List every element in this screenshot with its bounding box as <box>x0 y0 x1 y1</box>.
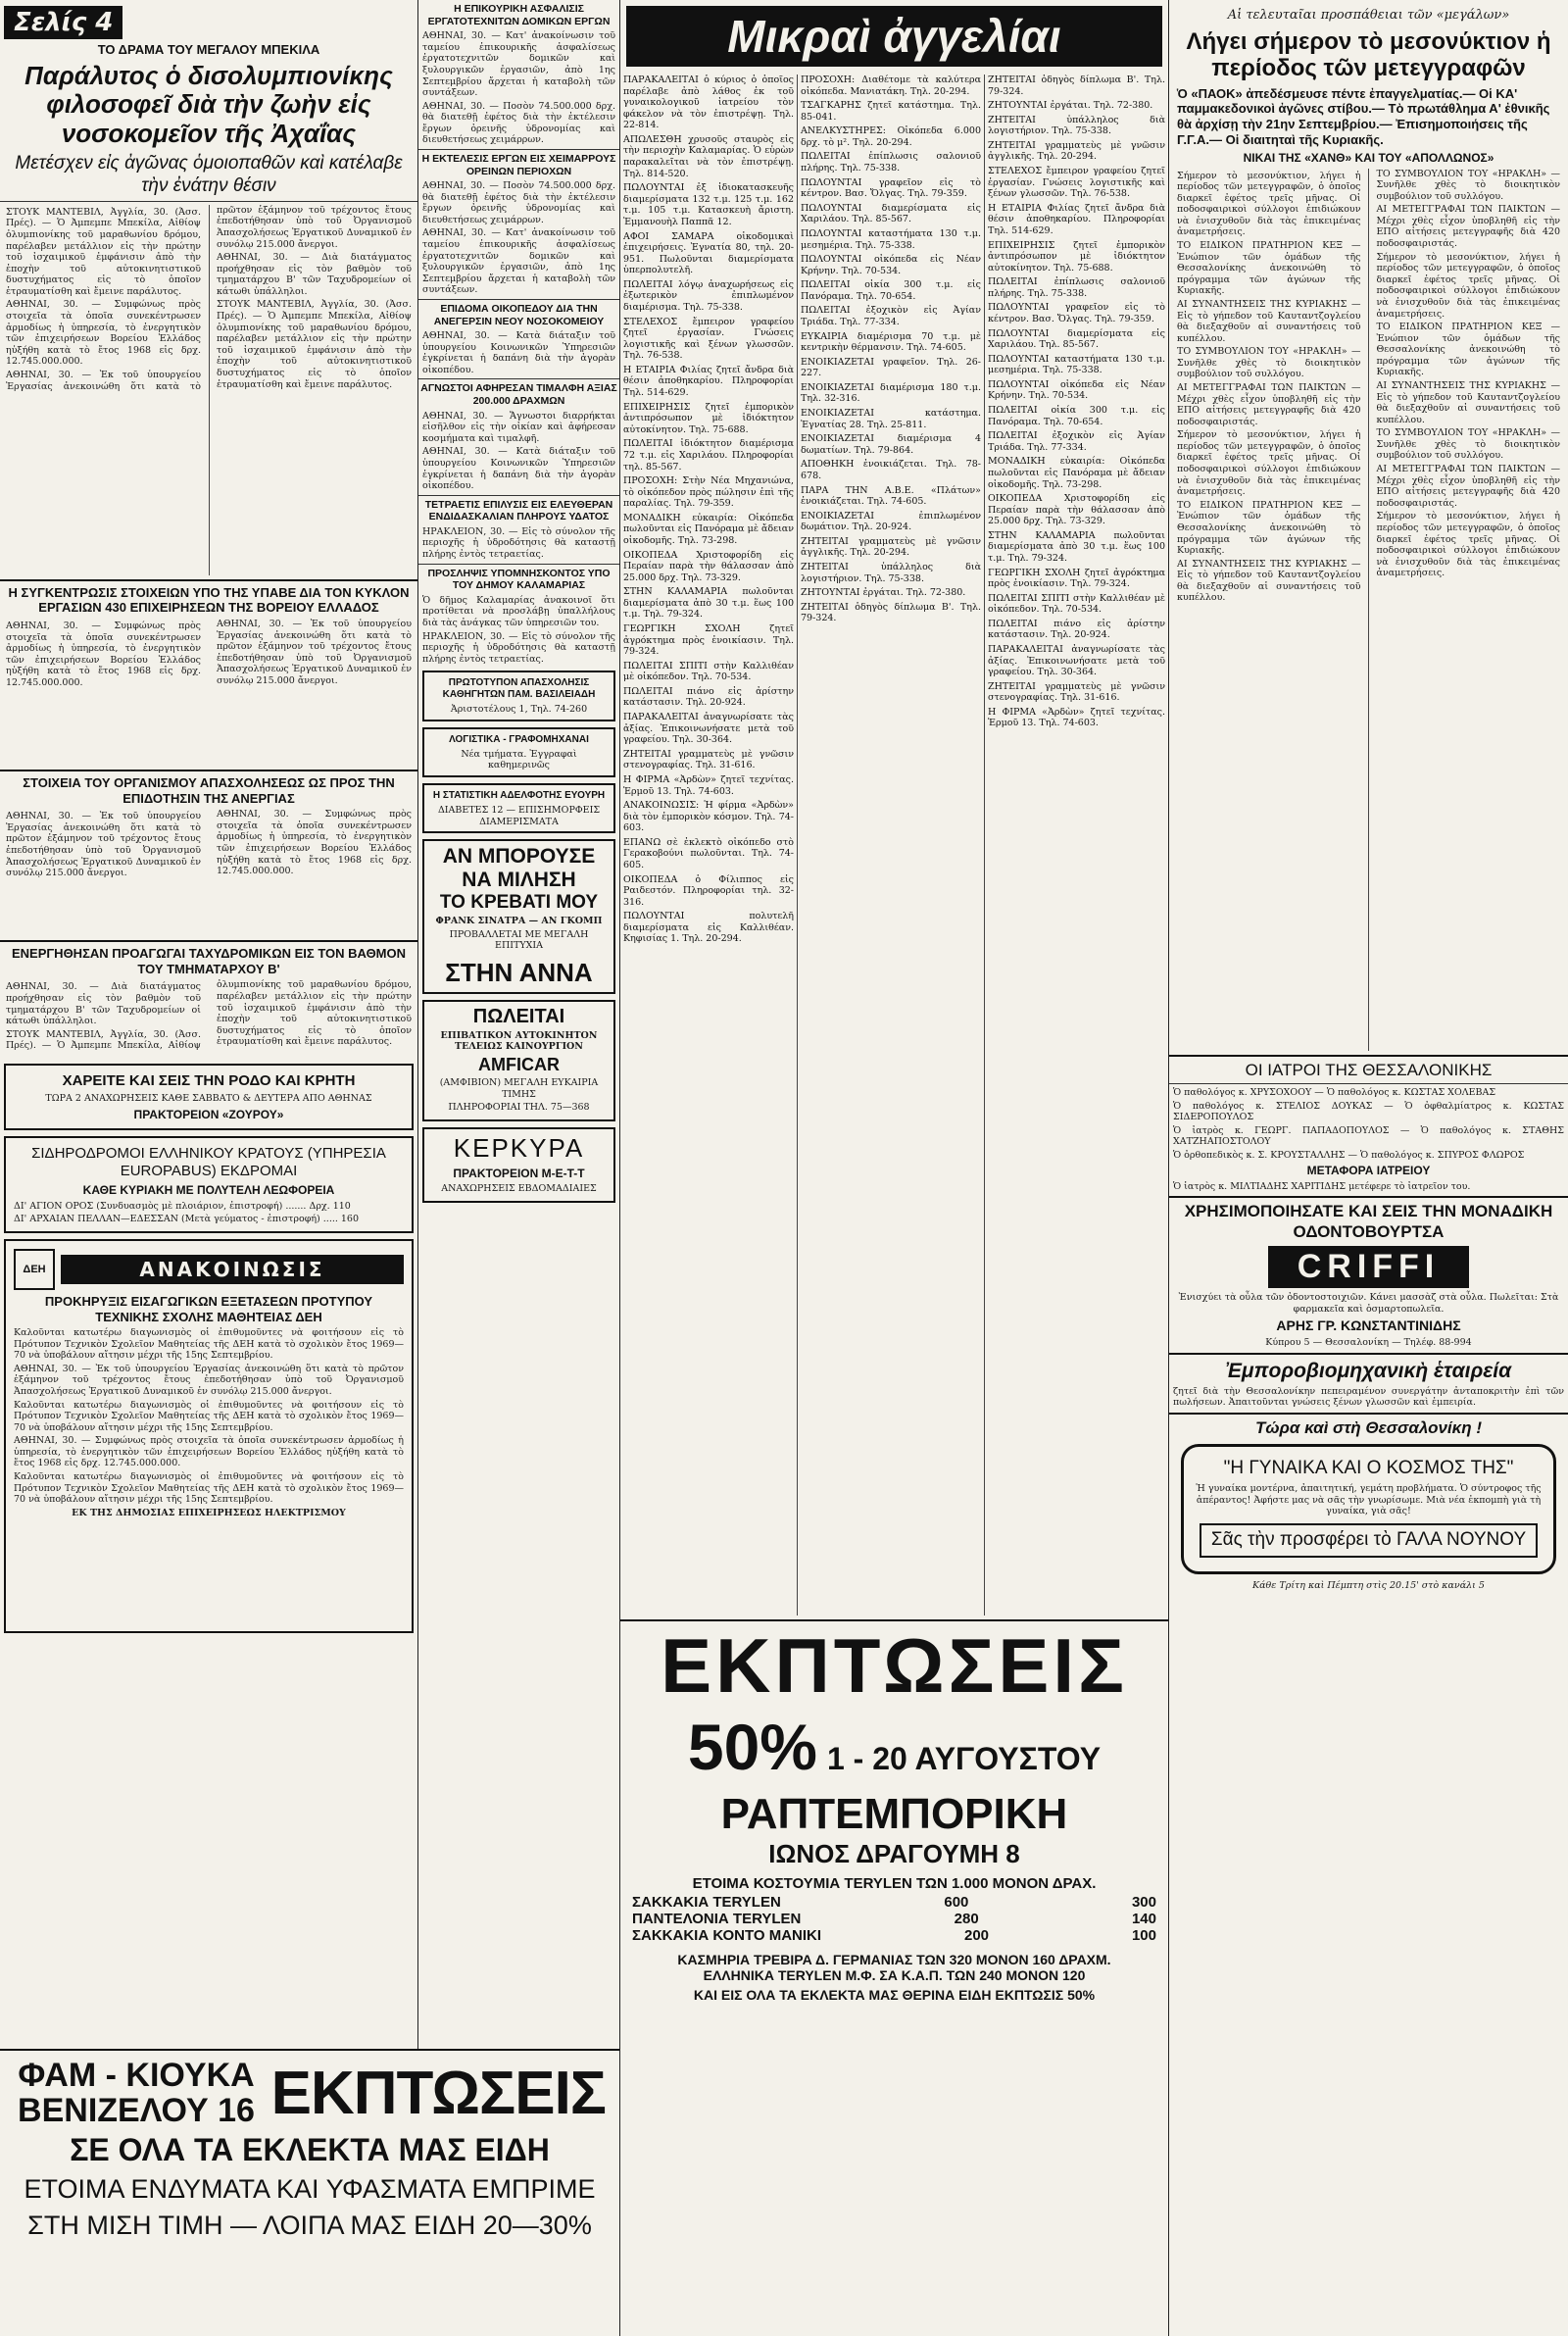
ad-car <box>422 1000 615 1121</box>
article-body-cont: ΑΘΗΝΑΙ, 30. — Συμφώνως πρὸς στοιχεῖα τὰ ὁποῖα συνεκέντρωσεν ἀρμοδίως ἡ ὑπηρεσία, τὸ ἐνεργητικὸν τῶν ἐπιχειρήσεων Βορείου Ἑλλάδος ηὐξήθη κατὰ τὸ ἔτος 1968 εἰς δρχ. 12.745.000.000. <box>6 299 201 368</box>
n3-body: ΑΘΗΝΑΙ, 30. — Κατὰ διάταξιν τοῦ ὑπουργείου Κοινωνικῶν Ὑπηρεσιῶν ἐγκρίνεται ἡ δαπάνη διὰ τὴν ἀγορὰν οἰκοπέδου. <box>422 330 615 375</box>
ad-travel <box>4 1064 414 1130</box>
fam-store-name: ΦΑΜ - ΚΙΟΥΚΑ ΒΕΝΙΖΕΛΟΥ 16 <box>18 2057 255 2129</box>
classified-ad: ΕΝΟΙΚΙΑΖΕΤΑΙ κατάστημα. Ἐγνατίας 28. Τηλ. 25-811. <box>801 408 981 430</box>
transport-title: ΜΕΤΑΦΟΡΑ ΙΑΤΡΕΙΟΥ <box>1306 1164 1431 1178</box>
movie-cast: ΦΡΑΝΚ ΣΙΝΑΤΡΑ — ΑΝ ΓΚΟΜΠ <box>435 916 603 927</box>
classified-ad: ΕΝΟΙΚΙΑΖΕΤΑΙ ἐπιπλωμένον δωμάτιον. Τηλ. 20-924. <box>801 510 981 533</box>
classified-ad: ΕΠΑΝΩ σὲ ἐκλεκτὸ οἰκόπεδο στὸ Γερακοβούνι πωλοῦνται. Τηλ. 74-605. <box>623 836 794 870</box>
subheadline: Μετέσχεν εἰς ἀγῶνας ὁμοιοπαθῶν καὶ κατέλαβε τὴν ἐνάτην θέσιν <box>15 153 403 197</box>
rapt-item-now: 140 <box>1131 1911 1156 1927</box>
ad-school-title: ΠΡΩΤΟΤΥΠΟΝ ΑΠΑΣΧΟΛΗΣΙΣ ΚΑΘΗΓΗΤΩΝ ΠΑΜ. ΒΑΣΙΛΕΙΑΔΗ <box>442 677 596 701</box>
classified-ad: ΠΑΡΑΚΑΛΕΙΤΑΙ ὁ κύριος ὁ ὁποῖος παρέλαβε ἀπὸ λάθος ἐκ τοῦ γυναικολογικοῦ ἰατρείου τὸν φάκελον νὰ τὸν ἐπιστρέψῃ. Τηλ. 22-814. <box>623 75 794 131</box>
classified-ad: ΟΙΚΟΠΕΔΑ Χριστοφορίδη εἰς Περαίαν παρὰ τὴν θάλασσαν ἀπὸ 25.000 δρχ. Τηλ. 73-329. <box>988 493 1165 527</box>
classified-ad: ΠΩΛΕΙΤΑΙ οἰκία 300 τ.μ. εἰς Πανόραμα. Τηλ. 70-654. <box>988 405 1165 427</box>
classified-ad: Η ΦΙΡΜΑ «Ἀρδὼν» ζητεῖ τεχνίτας. Ἑρμοῦ 13. Τηλ. 74-603. <box>623 773 794 797</box>
n4-body-2: ΑΘΗΝΑΙ, 30. — Κατὰ διάταξιν τοῦ ὑπουργείου Κοινωνικῶν Ὑπηρεσιῶν ἐγκρίνεται ἡ δαπάνη διὰ τὴν ἀγορὰν οἰκοπέδου. <box>422 446 615 492</box>
classified-ad: ΖΗΤΕΙΤΑΙ γραμματεὺς μὲ γνῶσιν ἀγγλικῆς. Τηλ. 20-294. <box>988 139 1165 163</box>
magazine-pre: Τώρα καὶ στὴ Θεσσαλονίκη ! <box>1254 1418 1483 1438</box>
classified-ad: ΑΠΩΛΕΣΘΗ χρυσοῦς σταυρὸς εἰς τὴν περιοχὴν Καλαμαρίας. Ὁ εὑρὼν παρακαλεῖται νὰ τὸν ἐπιστρέψῃ. Τηλ. 814-520. <box>623 133 794 179</box>
sports-body: ΑΙ ΜΕΤΕΓΓΡΑΦΑΙ ΤΩΝ ΠΑΙΚΤΩΝ — Μέχρι χθὲς εἶχον ὑποβληθῆ εἰς τὴν ΕΠΟ αἰτήσεις μετεγγραφῆς διὰ 420 ποδοσφαιριστάς. <box>1177 381 1361 427</box>
ad-railways-title: ΣΙΔΗΡΟΔΡΟΜΟΙ ΕΛΛΗΝΙΚΟΥ ΚΡΑΤΟΥΣ (ΥΠΗΡΕΣΙΑ EUROPABUS) ΕΚΔΡΟΜΑΙ <box>31 1145 386 1180</box>
article-body: ΣΤΟΥΚ ΜΑΝΤΕΒΙΛ, Ἀγγλία, 30. (Ἀσσ. Πρές). — Ὁ Ἀμπεμπε Μπεκίλα, Αἰθίοψ ὀλυμπιονίκης τοῦ μαραθωνίου δρόμου, παρέλαβεν μετάλλιον εἰς τὴν πρώτην τοῦ ἰσχαιμικοῦ ἐμφάνισιν ἀπὸ τὴν ἐποχὴν τοῦ αὐτοκινητιστικοῦ δυστυχήματος εἰς τὸ ὁποῖον ἐτραυματίσθη καὶ ἔμεινε παράλυτος. <box>6 206 201 297</box>
classified-ad: ΣΤΕΛΕΧΟΣ ἔμπειρον γραφείου ζητεῖ ἐργασίαν. Γνώσεις λογιστικῆς καὶ ξένων γλωσσῶν. Τηλ. 76-538. <box>988 166 1165 200</box>
rapt-item-was: 200 <box>963 1927 990 1944</box>
classified-ad: ΠΑΡΑΚΑΛΕΙΤΑΙ ἀναγνωρίσατε τὰς ἀξίας. Ἐπικοινωνήσατε μετὰ τοῦ γραφείου. Τηλ. 30-364. <box>988 644 1165 678</box>
kerkyra-title: ΚΕΡΚΥΡΑ <box>453 1132 585 1163</box>
classified-ad: Η ΕΤΑΙΡΙΑ Φιλίας ζητεῖ ἄνδρα διὰ θέσιν ἀποθηκαρίου. Πληροφορίαι Τηλ. 514-629. <box>623 364 794 399</box>
classified-ad: ΠΑΡΑ ΤΗΝ Α.Β.Ε. «Πλάτων» ἐνοικιάζεται. Τηλ. 74-605. <box>801 484 981 508</box>
ad-admin-text: ΔΙΑΒΕΤΕΣ 12 — ΕΠΙΣΗΜΟΡΦΕΙΣ ΔΙΑΜΕΡΙΣΜΑΤΑ <box>437 804 601 827</box>
classified-ad: ΖΗΤΕΙΤΑΙ ὁδηγὸς δίπλωμα Β'. Τηλ. 79-324. <box>988 75 1165 97</box>
sports-body: ΑΙ ΜΕΤΕΓΓΡΑΦΑΙ ΤΩΝ ΠΑΙΚΤΩΝ — Μέχρι χθὲς εἶχον ὑποβληθῆ εἰς τὴν ΕΠΟ αἰτήσεις μετεγγραφῆς διὰ 420 ποδοσφαιριστάς. <box>1376 464 1560 509</box>
classified-ad: ΕΥΚΑΙΡΙΑ διαμέρισμα 70 τ.μ. μὲ κεντρικὴν θέρμανσιν. Τηλ. 74-605. <box>801 330 981 354</box>
n1-body-2: ΑΘΗΝΑΙ, 30. — Ποσὸν 74.500.000 δρχ. θὰ διατεθῇ ἐφέτος διὰ τὴν ἐκτέλεσιν ἔργων ὀρεινῆς ὑδρονομίας καὶ διευθετήσεως χειμάρρων. <box>422 100 615 146</box>
classifieds-mid <box>798 75 985 1615</box>
dei-footer: ΕΚ ΤΗΣ ΔΗΜΟΣΙΑΣ ΕΠΙΧΕΙΡΗΣΕΩΣ ΗΛΕΚΤΡΙΣΜΟΥ <box>72 1507 346 1518</box>
ad-railways-line2: ΔΙ' ΑΡΧΑΙΑΝ ΠΕΛΛΑΝ—ΕΔΕΣΣΑΝ (Μετὰ γεύματος - ἐπιστροφή) ..... 160 <box>14 1214 360 1225</box>
sports-body: ΑΙ ΣΥΝΑΝΤΗΣΕΙΣ ΤΗΣ ΚΥΡΙΑΚΗΣ — Εἰς τὸ γήπεδον τοῦ Καυταντζογλείου θὰ διεξαχθοῦν αἱ συναντήσεις τοῦ κυπέλλου. <box>1376 379 1560 425</box>
magazine-sponsor: Σᾶς τὴν προσφέρει τὸ ΓΑΛΑ ΝΟΥΝΟΥ <box>1200 1523 1538 1558</box>
classified-ad: ΖΗΤΕΙΤΑΙ ὑπάλληλος διὰ λογιστήριον. Τηλ. 75-338. <box>801 561 981 584</box>
classified-ad: ΠΩΛΕΙΤΑΙ ἰδιόκτητον διαμέρισμα 72 τ.μ. εἰς Χαριλάου. Πληροφορίαι τηλ. 85-567. <box>623 438 794 472</box>
transport-text: Ὁ ἰατρὸς κ. ΜΙΛΤΙΑΔΗΣ ΧΑΡΙΤΙΔΗΣ μετέφερε τὸ ἰατρεῖον του. <box>1173 1180 1471 1192</box>
classified-ad: ΣΤΕΛΕΧΟΣ ἔμπειρον γραφείου ζητεῖ ἐργασίαν. Γνώσεις λογιστικῆς καὶ ξένων γλωσσῶν. Τηλ. 76-538. <box>623 316 794 362</box>
fam-sale-big: ΕΚΠΤΩΣΕΙΣ <box>270 2060 606 2128</box>
classified-ad: ΠΩΛΟΥΝΤΑΙ καταστήματα 130 τ.μ. μεσημέρια. Τηλ. 75-338. <box>801 227 981 251</box>
ad-railways-sub: ΚΑΘΕ ΚΥΡΙΑΚΗ ΜΕ ΠΟΛΥΤΕΛΗ ΛΕΩΦΟΡΕΙΑ <box>82 1183 335 1198</box>
corp-title: Ἐμποροβιομηχανικὴ ἑταιρεία <box>1225 1359 1512 1382</box>
ad-admin <box>422 783 615 833</box>
movie-cinema: ΣΤΗΝ ΑΝΝΑ <box>445 957 593 987</box>
classified-ad: ΠΩΛΕΙΤΑΙ λόγῳ ἀναχωρήσεως εἰς ἐξωτερικὸν ἐπιπλωμένον διαμέρισμα. Τηλ. 75-338. <box>623 278 794 313</box>
rapt-item-was: 600 <box>944 1894 969 1911</box>
section-tag: Σελίς 4 <box>4 6 122 39</box>
classified-ad: ΠΡΟΣΟΧΗ: Στὴν Νέα Μηχανιώνα, τὸ οἰκόπεδον πρὸς πώλησιν ἐπὶ τῆς παραλίας. Τηλ. 79-359. <box>623 475 794 510</box>
fam-line1: ΣΕ ΟΛΑ ΤΑ ΕΚΛΕΚΤΑ ΜΑΣ ΕΙΔΗ <box>70 2132 550 2168</box>
rapt-head: ΕΤΟΙΜΑ ΚΟΣΤΟΥΜΙΑ TERYLEN ΤΩΝ 1.000 ΜΟΝΟΝ ΔΡΑΧ. <box>692 1875 1097 1892</box>
article-body-cont4: ΣΤΟΥΚ ΜΑΝΤΕΒΙΛ, Ἀγγλία, 30. (Ἀσσ. Πρές). — Ὁ Ἀμπεμπε Μπεκίλα, Αἰθίοψ ὀλυμπιονίκης τοῦ μαραθωνίου δρόμου, παρέλαβεν μετάλλιον εἰς τὴν πρώτην τοῦ ἰσχαιμικοῦ ἐμφάνισιν ἀπὸ τὴν ἐποχὴν τοῦ αὐτοκινητιστικοῦ δυστυχήματος εἰς τὸ ὁποῖον ἐτραυματίσθη καὶ ἔμεινε παράλυτος. <box>217 299 412 390</box>
n6-body-2: ΗΡΑΚΛΕΙΟΝ, 30. — Εἰς τὸ σύνολον τῆς περιοχῆς ἡ ὑδροδότησις θὰ καταστῇ πλήρης ἐντὸς τετραετίας. <box>422 630 615 665</box>
classified-ad: ΤΣΑΓΚΑΡΗΣ ζητεῖ κατάστημα. Τηλ. 85-041. <box>801 100 981 123</box>
classified-ad: ΠΩΛΟΥΝΤΑΙ γραφεῖον εἰς τὸ κέντρον. Βασ. Ὄλγας. Τηλ. 79-359. <box>801 176 981 200</box>
car-title: ΠΩΛΕΙΤΑΙ <box>472 1005 565 1027</box>
classified-ad: ΖΗΤΟΥΝΤΑΙ ἐργάται. Τηλ. 72-380. <box>988 100 1153 112</box>
classifieds-masthead: Μικραὶ ἀγγελίαι <box>626 6 1162 67</box>
sports-body: Σήμερον τὸ μεσονύκτιον, λήγει ἡ περίοδος τῶν μετεγγραφῶν, ὁ ὁποῖος διαρκεῖ ἐφέτος τρεῖς μῆνας. Οἱ ποδοσφαιρικοὶ σύλλογοι ἐπιδιώκουν νὰ ἐνισχυθοῦν διὰ τὰς ἐπικειμένας ἀναμετρήσεις. <box>1376 251 1560 320</box>
magazine-time: Κάθε Τρίτη καὶ Πέμπτη στὶς 20.15' στὸ κανάλι 5 <box>1252 1579 1485 1591</box>
classified-ad: ΠΩΛΟΥΝΤΑΙ διαμερίσματα εἰς Χαριλάου. Τηλ. 85-567. <box>988 327 1165 351</box>
classified-ad: ΕΠΙΧΕΙΡΗΣΙΣ ζητεῖ ἐμπορικὸν ἀντιπρόσωπον μὲ ἰδιόκτητον αὐτοκίνητον. Τηλ. 75-688. <box>988 239 1165 273</box>
headline-3: ΣΤΟΙΧΕΙΑ ΤΟΥ ΟΡΓΑΝΙΣΜΟΥ ΑΠΑΣΧΟΛΗΣΕΩΣ ΩΣ ΠΡΟΣ ΤΗΝ ΕΠΙΔΟΤΗΣΙΝ ΤΗΣ ΑΝΕΡΓΙΑΣ <box>23 775 395 806</box>
ad-kerkyra <box>422 1127 615 1203</box>
classified-ad: ΠΩΛΟΥΝΤΑΙ οἰκόπεδα εἰς Νέαν Κρήνην. Τηλ. 70-534. <box>801 254 981 276</box>
ad-travel-text: ΤΩΡΑ 2 ΑΝΑΧΩΡΗΣΕΙΣ ΚΑΘΕ ΣΑΒΒΑΤΟ & ΔΕΥΤΕΡΑ ΑΠΟ ΑΘΗΝΑΣ <box>45 1093 372 1105</box>
article-3-body-cont: ΑΘΗΝΑΙ, 30. — Συμφώνως πρὸς στοιχεῖα τὰ ὁποῖα συνεκέντρωσεν ἀρμοδίως ἡ ὑπηρεσία, τὸ ἐνεργητικὸν τῶν ἐπιχειρήσεων Βορείου Ἑλλάδος ηὐξήθη κατὰ τὸ ἔτος 1968 εἰς δρχ. 12.745.000.000. <box>217 809 412 877</box>
classified-ad: ΑΦΟΙ ΣΑΜΑΡΑ οἰκοδομικαὶ ἐπιχειρήσεις. Ἐγνατία 80, τηλ. 20-951. Πωλοῦνται διαμερίσματα ὑπερπολυτελῆ. <box>623 230 794 276</box>
criffi-text: Ἐνισχύει τὰ οὖλα τῶν ὀδοντοστοιχιῶν. Κάνει μασσὰζ στὰ οὖλα. Πωλεῖται: Στὰ φαρμακεῖα καὶ ὀσμαρτοπωλεῖα. <box>1178 1292 1559 1315</box>
article-body-cont3: ΑΘΗΝΑΙ, 30. — Διὰ διατάγματος προήχθησαν εἰς τὸν βαθμὸν τοῦ τμηματάρχου Β' τῶν Ταχυδρομείων οἱ κάτωθι ὑπάλληλοι. <box>217 252 412 297</box>
dei-body-5: Καλοῦνται κατωτέρω διαγωνισμὸς οἱ ἐπιθυμοῦντες νὰ φοιτήσουν εἰς τὸ Πρότυπον Τεχνικὸν Σχολεῖον Μαθητείας τῆς ΔΕΗ κατὰ τὸ σχολικὸν ἔτος 1969—70 νὰ ὑποβάλουν αἴτησιν μέχρι τῆς 15ης Σεπτεμβρίου. <box>14 1471 404 1506</box>
rapt-store: ΡΑΠΤΕΜΠΟΡΙΚΗ <box>720 1790 1068 1838</box>
classified-ad: ΖΗΤΕΙΤΑΙ ὁδηγὸς δίπλωμα Β'. Τηλ. 79-324. <box>801 601 981 624</box>
fam-line2: ΕΤΟΙΜΑ ΕΝΔΥΜΑΤΑ ΚΑΙ ΥΦΑΣΜΑΤΑ ΕΜΠΡΙΜΕ <box>24 2174 596 2205</box>
classified-ad: ΑΠΟΘΗΚΗ ἐνοικιάζεται. Τηλ. 78-678. <box>801 459 981 481</box>
classified-ad: ΠΩΛΕΙΤΑΙ οἰκία 300 τ.μ. εἰς Πανόραμα. Τηλ. 70-654. <box>801 279 981 302</box>
doctor-entry: Ὁ ὀρθοπεδικὸς κ. Σ. ΚΡΟΥΣΤΑΛΛΗΣ — Ὁ παθολόγος κ. ΣΠΥΡΟΣ ΦΛΩΡΟΣ <box>1173 1149 1525 1161</box>
n4-title: ΑΓΝΩΣΤΟΙ ΑΦΗΡΕΣΑΝ ΤΙΜΑΛΦΗ ΑΞΙΑΣ 200.000 ΔΡΑΧΜΩΝ <box>420 382 617 408</box>
classified-ad: ΠΑΡΑΚΑΛΕΙΤΑΙ ἀναγνωρίσατε τὰς ἀξίας. Ἐπικοινωνήσατε μετὰ τοῦ γραφείου. Τηλ. 30-364. <box>623 712 794 746</box>
criffi-addr: Κύπρου 5 — Θεσσαλονίκη — Τηλέφ. 88-994 <box>1265 1337 1472 1349</box>
column-news-short <box>418 0 619 2047</box>
classified-ad: ΠΩΛΕΙΤΑΙ πιάνο εἰς ἀρίστην κατάστασιν. Τηλ. 20-924. <box>988 618 1165 641</box>
classified-ad: ΣΤΗΝ ΚΑΛΑΜΑΡΙΑ πωλοῦνται διαμερίσματα ἀπὸ 30 τ.μ. ἕως 100 τ.μ. Τηλ. 79-324. <box>623 586 794 621</box>
rapt-item-name: ΣΑΚΚΑΚΙΑ ΚΟΝΤΟ ΜΑΝΙΚΙ <box>632 1927 822 1944</box>
classified-ad: ΠΩΛΟΥΝΤΑΙ πολυτελῆ διαμερίσματα εἰς Καλλιθέαν. Κηφισίας 1. Τηλ. 20-294. <box>623 911 794 945</box>
rapt-footer3: ΚΑΙ ΕΙΣ ΟΛΑ ΤΑ ΕΚΛΕΚΤΑ ΜΑΣ ΘΕΡΙΝΑ ΕΙΔΗ ΕΚΠΤΩΣΙΣ 50% <box>693 1987 1096 2003</box>
fam-line3: ΣΤΗ ΜΙΣΗ ΤΙΜΗ — ΛΟΙΠΑ ΜΑΣ ΕΙΔΗ 20—30% <box>27 2211 592 2241</box>
ad-movie <box>422 839 615 994</box>
classified-ad: ΓΕΩΡΓΙΚΗ ΣΧΟΛΗ ζητεῖ ἀγρόκτημα πρὸς ἐνοικίασιν. Τηλ. 79-324. <box>988 567 1165 590</box>
sports-overline: Αἱ τελευταῖαι προσπάθειαι τῶν «μεγάλων» <box>1227 8 1510 23</box>
dei-body-4: ΑΘΗΝΑΙ, 30. — Συμφώνως πρὸς στοιχεῖα τὰ ὁποῖα συνεκέντρωσεν ἀρμοδίως ἡ ὑπηρεσία, τὸ ἐνεργητικὸν τῶν ἐπιχειρήσεων Βορείου Ἑλλάδος ηὐξήθη κατὰ τὸ ἔτος 1968 εἰς δρχ. 12.745.000.000. <box>14 1435 404 1469</box>
dei-body-2: ΑΘΗΝΑΙ, 30. — Ἐκ τοῦ ὑπουργείου Ἐργασίας ἀνεκοινώθη ὅτι κατὰ τὸ πρῶτον ἑξάμηνον τοῦ τρέχοντος ἔτους ἐπεδοτήθησαν ὑπὸ τοῦ Ὀργανισμοῦ Ἀπασχολήσεως Ἐργατικοῦ Δυναμικοῦ ἐν συνόλῳ 215.000 ἄνεργοι. <box>14 1363 404 1398</box>
article-3-body: ΑΘΗΝΑΙ, 30. — Ἐκ τοῦ ὑπουργείου Ἐργασίας ἀνεκοινώθη ὅτι κατὰ τὸ πρῶτον ἑξάμηνον τοῦ τρέχοντος ἔτους ἐπεδοτήθησαν ὑπὸ τοῦ Ὀργανισμοῦ Ἀπασχολήσεως Ἐργατικοῦ Δυναμικοῦ ἐν συνόλῳ 215.000 ἄνεργοι. <box>6 811 201 879</box>
rapt-footer1: ΚΑΣΜΗΡΙΑ ΤΡΕΒΙΡΑ Δ. ΓΕΡΜΑΝΙΑΣ ΤΩΝ 320 ΜΟΝΟΝ 160 ΔΡΑΧΜ. <box>677 1952 1111 1967</box>
sports-kicker: ΝΙΚΑΙ ΤΗΣ «ΧΑΝΘ» ΚΑΙ ΤΟΥ «ΑΠΟΛΛΩΝΟΣ» <box>1243 151 1494 166</box>
sports-body: Σήμερον τὸ μεσονύκτιον, λήγει ἡ περίοδος τῶν μετεγγραφῶν, ὁ ὁποῖος διαρκεῖ ἐφέτος τρεῖς μῆνας. Οἱ ποδοσφαιρικοὶ σύλλογοι ἐπιδιώκουν νὰ ἐνισχυθοῦν διὰ τὰς ἐπικειμένας ἀναμετρήσεις. <box>1177 170 1361 238</box>
ad-railways-line1: ΔΙ' ΑΓΙΟΝ ΟΡΟΣ (Συνδυασμὸς μὲ πλοιάριον, ἐπιστροφή) ....... Δρχ. 110 <box>14 1200 351 1212</box>
classified-ad: ΟΙΚΟΠΕΔΑ Χριστοφορίδη εἰς Περαίαν παρὰ τὴν θάλασσαν ἀπὸ 25.000 δρχ. Τηλ. 73-329. <box>623 549 794 583</box>
classified-ad: ΖΗΤΕΙΤΑΙ γραμματεὺς μὲ γνῶσιν ἀγγλικῆς. Τηλ. 20-294. <box>801 535 981 559</box>
sports-body: ΤΟ ΕΙΔΙΚΟΝ ΠΡΑΤΗΡΙΟΝ ΚΕΞ — Ἐνώπιον τῶν ὁμάδων τῆς Θεσσαλονίκης ἀνεκοινώθη τὸ πρόγραμμα τῶν ἀγώνων τῆς Κυριακῆς. <box>1376 322 1560 378</box>
dei-logo-icon: ΔΕΗ <box>14 1249 55 1290</box>
n1-title: Η ΕΠΙΚΟΥΡΙΚΗ ΑΣΦΑΛΙΣΙΣ ΕΡΓΑΤΟΤΕΧΝΙΤΩΝ ΔΟΜΙΚΩΝ ΕΡΓΩΝ <box>427 3 611 27</box>
classified-ad: ΕΝΟΙΚΙΑΖΕΤΑΙ διαμέρισμα 4 δωματίων. Τηλ. 79-864. <box>801 433 981 456</box>
classified-ad: ΠΩΛΟΥΝΤΑΙ διαμερίσματα εἰς Χαριλάου. Τηλ. 85-567. <box>801 202 981 225</box>
ad-railways <box>4 1136 414 1233</box>
car-brand: AMFICAR <box>478 1055 560 1075</box>
rapt-item-now: 300 <box>1131 1894 1156 1911</box>
sports-lead: Ὁ «ΠΑΟΚ» ἀπεδέσμευσε πέντε ἐπαγγελματίας.— Οἱ ΚΑ' παμμακεδονικοὶ ἀγῶνες στίβου.— Τὸ πρωτάθλημα Α' ἐθνικῆς θὰ ἀρχίσῃ τὴν 21ην Σεπτεμβρίου.— Ἐπισημοποιήσεις τῆς Γ.Γ.Α.— Οἱ διαιτηταὶ τῆς Κυριακῆς. <box>1177 85 1550 147</box>
classified-ad: ΜΟΝΑΔΙΚΗ εὐκαιρία: Οἰκόπεδα πωλοῦνται εἰς Πανόραμα μὲ ἄδειαν οἰκοδομῆς. Τηλ. 73-298. <box>988 456 1165 490</box>
dei-subtitle: ΠΡΟΚΗΡΥΞΙΣ ΕΙΣΑΓΩΓΙΚΩΝ ΕΞΕΤΑΣΕΩΝ ΠΡΟΤΥΠΟΥ ΤΕΧΝΙΚΗΣ ΣΧΟΛΗΣ ΜΑΘΗΤΕΙΑΣ ΔΕΗ <box>44 1293 373 1324</box>
classified-ad: ΖΗΤΕΙΤΑΙ γραμματεὺς μὲ γνῶσιν στενογραφίας. Τηλ. 31-616. <box>988 680 1165 704</box>
ad-accounting <box>422 727 615 777</box>
kicker: ΤΟ ΔΡΑΜΑ ΤΟΥ ΜΕΓΑΛΟΥ ΜΠΕΚΙΛΑ <box>97 42 320 57</box>
rapt-sale-big: ΕΚΠΤΩΣΕΙΣ <box>661 1622 1128 1709</box>
rapt-footer2: ΕΛΛΗΝΙΚΑ TERYLEN Μ.Φ. ΣΑ Κ.Α.Π. ΤΩΝ 240 ΜΟΝΟΝ 120 <box>703 1967 1086 1983</box>
classified-ad: ΠΡΟΣΟΧΗ: Διαθέτομε τὰ καλύτερα οἰκόπεδα. Μανιατάκη. Τηλ. 20-294. <box>801 75 981 97</box>
sports-body: ΑΙ ΜΕΤΕΓΓΡΑΦΑΙ ΤΩΝ ΠΑΙΚΤΩΝ — Μέχρι χθὲς εἶχον ὑποβληθῆ εἰς τὴν ΕΠΟ αἰτήσεις μετεγγραφῆς διὰ 420 ποδοσφαιριστάς. <box>1376 204 1560 250</box>
doctor-entry: Ὁ παθολόγος κ. ΣΤΕΛΙΟΣ ΔΟΥΚΑΣ — Ὁ ὀφθαλμίατρος κ. ΚΩΣΤΑΣ ΣΙΔΕΡΟΠΟΥΛΟΣ <box>1173 1100 1564 1123</box>
ad-travel-title: ΧΑΡΕΙΤΕ ΚΑΙ ΣΕΙΣ ΤΗΝ ΡΟΔΟ ΚΑΙ ΚΡΗΤΗ <box>62 1072 356 1090</box>
ad-fam-kiouka <box>0 2049 619 2336</box>
n1-body: ΑΘΗΝΑΙ, 30. — Κατ' ἀνακοίνωσιν τοῦ ταμείου ἐπικουρικῆς ἀσφαλίσεως ἐργατοτεχνιτῶν δομικῶν καὶ ξυλουργικῶν ἐργασιῶν, ἀπὸ 1ης Σεπτεμβρίου ἄρχεται ἡ καταβολὴ τῶν συντάξεων. <box>422 30 615 99</box>
n6-body: Ὁ δῆμος Καλαμαρίας ἀνακοινοῖ ὅτι προτίθεται νὰ προσλάβῃ ὑπαλλήλους διὰ τὰς ἀνάγκας τῶν ὑπηρεσιῶν του. <box>422 594 615 628</box>
magazine-text: Ἡ γυναίκα μοντέρνα, ἀπαιτητική, γεμάτη προβλήματα. Ὁ σύντροφος τῆς ἀπέραντος! Ἀφήστε μας νὰ σᾶς τὴν γνωρίσωμε. Μιὰ νέα ἐκπομπὴ γιὰ τὴ γυναίκα, γιὰ σᾶς! <box>1196 1483 1542 1517</box>
criffi-agent: ΑΡΗΣ ΓΡ. ΚΩΝΣΤΑΝΤΙΝΙΔΗΣ <box>1276 1317 1461 1334</box>
classified-ad: ΠΩΛΟΥΝΤΑΙ καταστήματα 130 τ.μ. μεσημέρια. Τηλ. 75-338. <box>988 353 1165 376</box>
article-body-cont2: ΑΘΗΝΑΙ, 30. — Ἐκ τοῦ ὑπουργείου Ἐργασίας ἀνεκοινώθη ὅτι κατὰ τὸ πρῶτον ἑξάμηνον τοῦ τρέχοντος ἔτους ἐπεδοτήθησαν ὑπὸ τοῦ Ὀργανισμοῦ Ἀπασχολήσεως Ἐργατικοῦ Δυναμικοῦ ἐν συνόλῳ 215.000 ἄνεργοι. <box>6 204 412 392</box>
n5-title: ΤΕΤΡΑΕΤΙΣ ΕΠΙΛΥΣΙΣ ΕΙΣ ΕΛΕΥΘΕΡΑΝ ΕΝΔΙΔΑΣΚΑΛΙΑΝ ΠΛΗΡΟΥΣ ΥΔΑΤΟΣ <box>424 498 613 523</box>
rapt-addr: ΙΩΝΟΣ ΔΡΑΓΟΥΜΗ 8 <box>768 1839 1020 1868</box>
car-text: ΕΠΙΒΑΤΙΚΟΝ ΑΥΤΟΚΙΝΗΤΟΝ ΤΕΛΕΙΩΣ ΚΑΙΝΟΥΡΓΙΟΝ <box>440 1029 598 1053</box>
article-2-body-cont: ΑΘΗΝΑΙ, 30. — Ἐκ τοῦ ὑπουργείου Ἐργασίας ἀνεκοινώθη ὅτι κατὰ τὸ πρῶτον ἑξάμηνον τοῦ τρέχοντος ἔτους ἐπεδοτήθησαν ὑπὸ τοῦ Ὀργανισμοῦ Ἀπασχολήσεως Ἐργατικοῦ Δυναμικοῦ ἐν συνόλῳ 215.000 ἄνεργοι. <box>217 619 412 686</box>
classified-ad: ΠΩΛΕΙΤΑΙ ἐξοχικὸν εἰς Ἀγίαν Τριάδα. Τηλ. 77-334. <box>988 430 1165 453</box>
movie-line2: ΝΑ ΜΙΛΗΣΗ <box>462 869 576 892</box>
headline-2: Η ΣΥΓΚΕΝΤΡΩΣΙΣ ΣΤΟΙΧΕΙΩΝ ΥΠΟ ΤΗΣ ΥΠΑΒΕ ΔΙΑ ΤΟΝ ΚΥΚΛΟΝ ΕΡΓΑΣΙΩΝ 430 ΕΠΙΧΕΙΡΗΣΕΩΝ ΤΗΣ ΒΟΡΕΙΟΥ ΕΛΛΑΔΟΣ <box>8 584 410 616</box>
sports-body: ΑΙ ΣΥΝΑΝΤΗΣΕΙΣ ΤΗΣ ΚΥΡΙΑΚΗΣ — Εἰς τὸ γήπεδον τοῦ Καυταντζογλείου θὰ διεξαχθοῦν αἱ συναντήσεις τοῦ κυπέλλου. <box>1177 558 1361 604</box>
ad-admin-title: Η ΣΤΑΤΙΣΤΙΚΗ ΑΔΕΛΦΟΤΗΣ ΕΥΟΥΡΗ <box>432 789 606 801</box>
classified-ad: ΟΙΚΟΠΕΔΑ ὁ Φίλιππος εἰς Ραιδεστόν. Πληροφορίαι τηλ. 32-316. <box>623 873 794 908</box>
classified-ad: ΠΩΛΕΙΤΑΙ πιάνο εἰς ἀρίστην κατάστασιν. Τηλ. 20-924. <box>623 685 794 709</box>
sports-body: ΑΙ ΣΥΝΑΝΤΗΣΕΙΣ ΤΗΣ ΚΥΡΙΑΚΗΣ — Εἰς τὸ γήπεδον τοῦ Καυταντζογλείου θὰ διεξαχθοῦν αἱ συναντήσεις τοῦ κυπέλλου. <box>1177 298 1361 344</box>
doctor-entry: Ὁ παθολόγος κ. ΧΡΥΣΟΧΟΟΥ — Ὁ παθολόγος κ. ΚΩΣΤΑΣ ΧΟΛΕΒΑΣ <box>1173 1086 1496 1098</box>
classifieds-right <box>985 75 1168 1615</box>
rapt-item-was: 280 <box>954 1911 979 1927</box>
classified-ad: ΠΩΛΕΙΤΑΙ ΣΠΙΤΙ στὴν Καλλιθέαν μὲ οἰκόπεδον. Τηλ. 70-534. <box>623 660 794 683</box>
n2-body-2: ΑΘΗΝΑΙ, 30. — Κατ' ἀνακοίνωσιν τοῦ ταμείου ἐπικουρικῆς ἀσφαλίσεως ἐργατοτεχνιτῶν δομικῶν καὶ ξυλουργικῶν ἐργασιῶν, ἀπὸ 1ης Σεπτεμβρίου ἄρχεται ἡ καταβολὴ τῶν συντάξεων. <box>422 227 615 296</box>
article-4-body-cont: ΣΤΟΥΚ ΜΑΝΤΕΒΙΛ, Ἀγγλία, 30. (Ἀσσ. Πρές). — Ὁ Ἀμπεμπε Μπεκίλα, Αἰθίοψ ὀλυμπιονίκης τοῦ μαραθωνίου δρόμου, παρέλαβεν μετάλλιον εἰς τὴν πρώτην τοῦ ἰσχαιμικοῦ ἐμφάνισιν ἀπὸ τὴν ἐποχὴν τοῦ αὐτοκινητιστικοῦ δυστυχήματος εἰς τὸ ὁποῖον ἐτραυματίσθη καὶ ἔμεινε παράλυτος. <box>6 979 412 1052</box>
sports-body: Σήμερον τὸ μεσονύκτιον, λήγει ἡ περίοδος τῶν μετεγγραφῶν, ὁ ὁποῖος διαρκεῖ ἐφέτος τρεῖς μῆνας. Οἱ ποδοσφαιρικοὶ σύλλογοι ἐπιδιώκουν νὰ ἐνισχυθοῦν διὰ τὰς ἐπικειμένας ἀναμετρήσεις. <box>1376 511 1560 579</box>
headline-4: ΕΝΕΡΓΗΘΗΣΑΝ ΠΡΟΑΓΩΓΑΙ ΤΑΧΥΔΡΟΜΙΚΩΝ ΕΙΣ ΤΟΝ ΒΑΘΜΟΝ ΤΟΥ ΤΜΗΜΑΤΑΡΧΟΥ Β' <box>11 946 407 976</box>
rapt-pct: 50% <box>687 1711 817 1783</box>
classified-ad: ΠΩΛΕΙΤΑΙ ἐπίπλωσις σαλονιοῦ πλήρης. Τηλ. 75-338. <box>801 151 981 174</box>
rapt-item-row <box>632 1927 1156 1944</box>
article-2-body: ΑΘΗΝΑΙ, 30. — Συμφώνως πρὸς στοιχεῖα τὰ ὁποῖα συνεκέντρωσεν ἀρμοδίως ἡ ὑπηρεσία, τὸ ἐνεργητικὸν τῶν ἐπιχειρήσεων Βορείου Ἑλλάδος ηὐξήθη κατὰ τὸ ἔτος 1968 εἰς δρχ. 12.745.000.000. <box>6 621 201 688</box>
sports-body: ΤΟ ΕΙΔΙΚΟΝ ΠΡΑΤΗΡΙΟΝ ΚΕΞ — Ἐνώπιον τῶν ὁμάδων τῆς Θεσσαλονίκης ἀνεκοινώθη τὸ πρόγραμμα τῶν ἀγώνων τῆς Κυριακῆς. <box>1177 240 1361 297</box>
ad-dei <box>4 1239 414 1633</box>
n3-title: ΕΠΙΔΟΜΑ ΟΙΚΟΠΕΔΟΥ ΔΙΑ ΤΗΝ ΑΝΕΓΕΡΣΙΝ ΝΕΟΥ ΝΟΣΟΚΟΜΕΙΟΥ <box>433 302 605 327</box>
sports-body: ΤΟ ΕΙΔΙΚΟΝ ΠΡΑΤΗΡΙΟΝ ΚΕΞ — Ἐνώπιον τῶν ὁμάδων τῆς Θεσσαλονίκης ἀνεκοινώθη τὸ πρόγραμμα τῶν ἀγώνων τῆς Κυριακῆς. <box>1177 499 1361 557</box>
movie-line1: ΑΝ ΜΠΟΡΟΥΣΕ <box>442 845 596 869</box>
dei-title: ΑΝΑΚΟΙΝΩΣΙΣ <box>61 1255 404 1284</box>
n2-body: ΑΘΗΝΑΙ, 30. — Ποσὸν 74.500.000 δρχ. θὰ διατεθῇ ἐφέτος διὰ τὴν ἐκτέλεσιν ἔργων ὀρεινῆς ὑδρονομίας καὶ διευθετήσεως χειμάρρων. <box>422 180 615 225</box>
classified-ad: ΠΩΛΟΥΝΤΑΙ ἐξ ἰδιοκατασκευῆς διαμερίσματα 132 τ.μ. 125 τ.μ. 162 τ.μ. 105 τ.μ. Κατασκευὴ ἄριστη. Ἐμμανουὴλ Παππᾶ 12. <box>623 182 794 227</box>
sports-body: ΤΟ ΣΥΜΒΟΥΛΙΟΝ ΤΟΥ «ΗΡΑΚΛΗ» — Συνῆλθε χθὲς τὸ διοικητικὸν συμβούλιον τοῦ συλλόγου. <box>1376 427 1560 462</box>
classified-ad: ΑΝΕΛΚΥΣΤΗΡΕΣ: Οἰκόπεδα 6.000 δρχ. τὸ μ². Τηλ. 20-294. <box>801 125 981 148</box>
rapt-item-now: 100 <box>1131 1927 1156 1944</box>
classified-ad: Η ΕΤΑΙΡΙΑ Φιλίας ζητεῖ ἄνδρα διὰ θέσιν ἀποθηκαρίου. Πληροφορίαι Τηλ. 514-629. <box>988 202 1165 236</box>
classified-ad: ΠΩΛΕΙΤΑΙ ΣΠΙΤΙ στὴν Καλλιθέαν μὲ οἰκόπεδον. Τηλ. 70-534. <box>988 592 1165 616</box>
article-4-body: ΑΘΗΝΑΙ, 30. — Διὰ διατάγματος προήχθησαν εἰς τὸν βαθμὸν τοῦ τμηματάρχου Β' τῶν Ταχυδρομείων οἱ κάτωθι ὑπάλληλοι. <box>6 981 201 1027</box>
sports-body: ΤΟ ΣΥΜΒΟΥΛΙΟΝ ΤΟΥ «ΗΡΑΚΛΗ» — Συνῆλθε χθὲς τὸ διοικητικὸν συμβούλιον τοῦ συλλόγου. <box>1177 346 1361 380</box>
doctor-entry: Ὁ ἰατρὸς κ. ΓΕΩΡΓ. ΠΑΠΑΔΟΠΟΥΛΟΣ — Ὁ παθολόγος κ. ΣΤΑΘΗΣ ΧΑΤΖΗΑΠΟΣΤΟΛΟΥ <box>1173 1124 1564 1148</box>
ad-acc-title: ΛΟΓΙΣΤΙΚΑ - ΓΡΑΦΟΜΗΧΑΝΑΙ <box>449 733 589 745</box>
column-sports <box>1169 0 1568 2336</box>
classified-ad: ΖΗΤΕΙΤΑΙ γραμματεὺς μὲ γνῶσιν στενογραφίας. Τηλ. 31-616. <box>623 748 794 771</box>
sports-body: ΤΟ ΣΥΜΒΟΥΛΙΟΝ ΤΟΥ «ΗΡΑΚΛΗ» — Συνῆλθε χθὲς τὸ διοικητικὸν συμβούλιον τοῦ συλλόγου. <box>1376 168 1560 202</box>
classified-ad: ΠΩΛΕΙΤΑΙ ἐξοχικὸν εἰς Ἀγίαν Τριάδα. Τηλ. 77-334. <box>801 305 981 327</box>
ad-travel-agency: ΠΡΑΚΤΟΡΕΙΟΝ «ΖΟΥΡΟΥ» <box>133 1108 284 1121</box>
corp-text: ζητεῖ διὰ τὴν Θεσσαλονίκην πεπειραμένον συνεργάτην ἀνταποκριτὴν ἐπὶ τῶν πωλήσεων. Ἀπαιτοῦνται γνώσεις ξένων γλωσσῶν καὶ ἐμπειρία. <box>1173 1385 1564 1409</box>
car-sub: (ΑΜΦΙΒΙΟΝ) ΜΕΓΑΛΗ ΕΥΚΑΙΡΙΑ ΤΙΜΗΣ <box>439 1077 599 1100</box>
sports-headline: Λήγει σήμερον τὸ μεσονύκτιον ἡ περίοδος τῶν μετεγγραφῶν <box>1186 27 1551 82</box>
dei-body-3: Καλοῦνται κατωτέρω διαγωνισμὸς οἱ ἐπιθυμοῦντες νὰ φοιτήσουν εἰς τὸ Πρότυπον Τεχνικὸν Σχολεῖον Μαθητείας τῆς ΔΕΗ κατὰ τὸ σχολικὸν ἔτος 1969—70 νὰ ὑποβάλουν αἴτησιν μέχρι τῆς 15ης Σεπτεμβρίου. <box>14 1399 404 1433</box>
criffi-brand: CRIFFI <box>1268 1246 1470 1288</box>
column-left <box>0 0 417 1639</box>
classified-ad: ΕΝΟΙΚΙΑΖΕΤΑΙ διαμέρισμα 180 τ.μ. Τηλ. 32-316. <box>801 381 981 405</box>
ad-acc-text: Νέα τμήματα. Ἐγγραφαὶ καθημερινῶς <box>461 748 577 771</box>
rapt-item-name: ΣΑΚΚΑΚΙΑ TERYLEN <box>632 1894 781 1911</box>
rapt-dates: 1 - 20 ΑΥΓΟΥΣΤΟΥ <box>826 1741 1102 1776</box>
classified-ad: ΑΝΑΚΟΙΝΩΣΙΣ: Ἡ φίρμα «Ἀρδὼν» διὰ τὸν ἐμπορικὸν κόσμον. Τηλ. 74-603. <box>623 800 794 834</box>
movie-line3: ΤΟ ΚΡΕΒΑΤΙ ΜΟΥ <box>439 892 599 914</box>
rapt-item-name: ΠΑΝΤΕΛΟΝΙΑ TERYLEN <box>632 1911 802 1927</box>
classified-ad: ΓΕΩΡΓΙΚΗ ΣΧΟΛΗ ζητεῖ ἀγρόκτημα πρὸς ἐνοικίασιν. Τηλ. 79-324. <box>623 623 794 658</box>
magazine-title: "Η ΓΥΝΑΙΚΑ ΚΑΙ Ο ΚΟΣΜΟΣ ΤΗΣ" <box>1223 1458 1514 1479</box>
doctors-title: ΟΙ ΙΑΤΡΟΙ ΤΗΣ ΘΕΣΣΑΛΟΝΙΚΗΣ <box>1245 1060 1493 1079</box>
car-phone: ΠΛΗΡΟΦΟΡΙΑΙ ΤΗΛ. 75—368 <box>448 1102 590 1114</box>
classified-ad: ΕΝΟΙΚΙΑΖΕΤΑΙ γραφεῖον. Τηλ. 26-227. <box>801 356 981 379</box>
movie-note: ΠΡΟΒΑΛΛΕΤΑΙ ΜΕ ΜΕΓΑΛΗ ΕΠΙΤΥΧΙΑ <box>449 928 589 952</box>
dei-body: Καλοῦνται κατωτέρω διαγωνισμὸς οἱ ἐπιθυμοῦντες νὰ φοιτήσουν εἰς τὸ Πρότυπον Τεχνικὸν Σχολεῖον Μαθητείας τῆς ΔΕΗ κατὰ τὸ σχολικὸν ἔτος 1969—70 νὰ ὑποβάλουν αἴτησιν μέχρι τῆς 15ης Σεπτεμβρίου. <box>14 1327 404 1362</box>
classified-ad: ΕΠΙΧΕΙΡΗΣΙΣ ζητεῖ ἐμπορικὸν ἀντιπρόσωπον μὲ ἰδιόκτητον αὐτοκίνητον. Τηλ. 75-688. <box>623 401 794 435</box>
classified-ad: ΖΗΤΕΙΤΑΙ ὑπάλληλος διὰ λογιστήριον. Τηλ. 75-338. <box>988 114 1165 137</box>
classifieds-left <box>620 75 798 1615</box>
classified-ad: Η ΦΙΡΜΑ «Ἀρδὼν» ζητεῖ τεχνίτας. Ἑρμοῦ 13. Τηλ. 74-603. <box>988 706 1165 729</box>
classified-ad: ΜΟΝΑΔΙΚΗ εὐκαιρία: Οἰκόπεδα πωλοῦνται εἰς Πανόραμα μὲ ἄδειαν οἰκοδομῆς. Τηλ. 73-298. <box>623 512 794 546</box>
n6-title: ΠΡΟΣΛΗΨΙΣ ΥΠΟΜΝΗΣΚΟΝΤΟΣ ΥΠΟ ΤΟΥ ΔΗΜΟΥ ΚΑΛΑΜΑΡΙΑΣ <box>427 567 611 592</box>
classified-ad: ΣΤΗΝ ΚΑΛΑΜΑΡΙΑ πωλοῦνται διαμερίσματα ἀπὸ 30 τ.μ. ἕως 100 τ.μ. Τηλ. 79-324. <box>988 529 1165 564</box>
n2-title: Η ΕΚΤΕΛΕΣΙΣ ΕΡΓΩΝ ΕΙΣ ΧΕΙΜΑΡΡΟΥΣ ΟΡΕΙΝΩΝ ΠΕΡΙΟΧΩΝ <box>421 152 616 177</box>
classified-ad: ΠΩΛΟΥΝΤΑΙ γραφεῖον εἰς τὸ κέντρον. Βασ. Ὄλγας. Τηλ. 79-359. <box>988 302 1165 324</box>
rapt-item-row <box>632 1911 1156 1927</box>
n5-body: ΗΡΑΚΛΕΙΟΝ, 30. — Εἰς τὸ σύνολον τῆς περιοχῆς ἡ ὑδροδότησις θὰ καταστῇ πλήρης ἐντὸς τετραετίας. <box>422 525 615 561</box>
ad-school-text: Ἀριστοτέλους 1, Τηλ. 74-260 <box>450 704 588 716</box>
classified-ad: ΖΗΤΟΥΝΤΑΙ ἐργάται. Τηλ. 72-380. <box>801 587 966 599</box>
criffi-pre: ΧΡΗΣΙΜΟΠΟΙΗΣΑΤΕ ΚΑΙ ΣΕΙΣ ΤΗΝ ΜΟΝΑΔΙΚΗ ΟΔΟΝΤΟΒΟΥΡΤΣΑ <box>1184 1202 1553 1241</box>
column-classifieds <box>620 0 1168 2003</box>
kerkyra-text: ΑΝΑΧΩΡΗΣΕΙΣ ΕΒΔΟΜΑΔΙΑΙΕΣ <box>441 1183 597 1195</box>
sports-body: Σήμερον τὸ μεσονύκτιον, λήγει ἡ περίοδος τῶν μετεγγραφῶν, ὁ ὁποῖος διαρκεῖ ἐφέτος τρεῖς μῆνας. Οἱ ποδοσφαιρικοὶ σύλλογοι ἐπιδιώκουν νὰ ἐνισχυθοῦν διὰ τὰς ἐπικειμένας ἀναμετρήσεις. <box>1177 429 1361 498</box>
ad-school <box>422 671 615 721</box>
main-headline: Παράλυτος ὁ δισολυμπιονίκης φιλοσοφεῖ διὰ τὴν ζωὴν εἰς νοσοκομεῖον τῆς Ἀχαΐας <box>24 60 393 149</box>
kerkyra-agency: ΠΡΑΚΤΟΡΕΙΟΝ Μ-Ε-Τ-Τ <box>453 1166 585 1180</box>
rapt-item-row <box>632 1894 1156 1911</box>
ad-raptemporiki <box>620 1619 1168 2003</box>
classified-ad: ΠΩΛΕΙΤΑΙ ἐπίπλωσις σαλονιοῦ πλήρης. Τηλ. 75-338. <box>988 276 1165 299</box>
classified-ad: ΠΩΛΟΥΝΤΑΙ οἰκόπεδα εἰς Νέαν Κρήνην. Τηλ. 70-534. <box>988 378 1165 402</box>
n4-body: ΑΘΗΝΑΙ, 30. — Ἄγνωστοι διαρρήκται εἰσῆλθον εἰς τὴν οἰκίαν καὶ ἀφήρεσαν κοσμήματα καὶ τιμαλφῆ. <box>422 410 615 444</box>
